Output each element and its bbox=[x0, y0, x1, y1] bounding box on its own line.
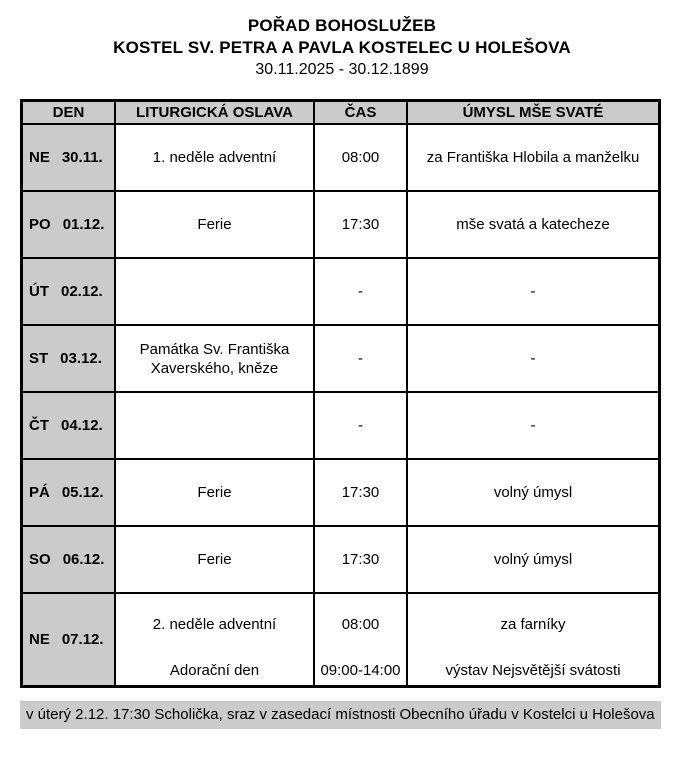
intention-cell: volný úmysl bbox=[493, 484, 573, 501]
time-cell: 17:30 bbox=[315, 527, 408, 592]
intention-cell: - bbox=[530, 283, 536, 300]
celebration-entry: 2. neděle adventní bbox=[152, 616, 277, 633]
day-date: 01.12. bbox=[62, 216, 105, 233]
day-date: 03.12. bbox=[60, 350, 102, 367]
celebration-cell: 1. neděle adventní bbox=[116, 125, 315, 190]
intention-entry: za farníky bbox=[500, 616, 566, 633]
table-header-row bbox=[23, 102, 658, 125]
intention-cell bbox=[408, 594, 658, 685]
table-row bbox=[23, 125, 658, 192]
time-cell: 08:00 bbox=[315, 125, 408, 190]
day-date: 02.12. bbox=[61, 283, 103, 300]
celebration-cell: Památka Sv. Františka Xaverského, kněze bbox=[116, 326, 315, 391]
intention-entry: výstav Nejsvětější svátosti bbox=[445, 662, 621, 679]
column-header-day: DEN bbox=[23, 102, 116, 123]
document-header bbox=[0, 0, 684, 80]
intention-cell: - bbox=[530, 350, 536, 367]
celebration-cell bbox=[116, 594, 315, 685]
time-entry: 08:00 bbox=[341, 616, 380, 633]
page-subtitle: KOSTEL SV. PETRA A PAVLA KOSTELEC U HOLEŠOVA bbox=[113, 38, 571, 57]
time-cell: 17:30 bbox=[315, 460, 408, 525]
day-abbr: PO bbox=[29, 216, 51, 233]
time-cell: - bbox=[315, 326, 408, 391]
date-range: 30.11.2025 - 30.12.1899 bbox=[255, 61, 429, 78]
day-abbr: NE bbox=[29, 149, 50, 166]
column-header-celebration: LITURGICKÁ OSLAVA bbox=[116, 102, 315, 123]
table-row bbox=[23, 326, 658, 393]
day-cell bbox=[23, 259, 116, 324]
time-entry: 09:00-14:00 bbox=[320, 662, 401, 679]
table-row bbox=[23, 594, 658, 685]
day-date: 07.12. bbox=[61, 631, 104, 648]
footer-note: v úterý 2.12. 17:30 Scholička, sraz v zasedací místnosti Obecního úřadu v Kostelci u Holešova bbox=[20, 701, 661, 729]
day-cell bbox=[23, 393, 116, 458]
day-cell bbox=[23, 192, 116, 257]
celebration-cell: Ferie bbox=[116, 460, 315, 525]
intention-cell: mše svatá a katecheze bbox=[456, 216, 610, 233]
day-date: 30.11. bbox=[61, 149, 103, 166]
column-header-intention: ÚMYSL MŠE SVATÉ bbox=[462, 104, 604, 121]
table-row bbox=[23, 259, 658, 326]
day-cell bbox=[23, 527, 116, 592]
intention-cell: za Františka Hlobila a manželku bbox=[426, 149, 640, 166]
table-row bbox=[23, 460, 658, 527]
day-cell bbox=[23, 460, 116, 525]
celebration-cell bbox=[116, 259, 315, 324]
day-date: 04.12. bbox=[61, 417, 103, 434]
day-date: 06.12. bbox=[62, 551, 105, 568]
time-cell bbox=[315, 594, 408, 685]
column-header-time: ČAS bbox=[315, 102, 408, 123]
day-abbr: NE bbox=[29, 631, 50, 648]
time-cell: - bbox=[315, 393, 408, 458]
day-abbr: ČT bbox=[29, 417, 49, 434]
day-abbr: SO bbox=[29, 551, 51, 568]
celebration-cell bbox=[116, 393, 315, 458]
page-title: POŘAD BOHOSLUŽEB bbox=[247, 16, 437, 35]
day-cell bbox=[23, 326, 116, 391]
time-cell: - bbox=[315, 259, 408, 324]
day-abbr: PÁ bbox=[29, 484, 50, 501]
schedule-table bbox=[20, 99, 661, 688]
day-date: 05.12. bbox=[61, 484, 104, 501]
intention-cell: volný úmysl bbox=[493, 551, 573, 568]
celebration-cell: Ferie bbox=[116, 192, 315, 257]
day-abbr: ST bbox=[29, 350, 49, 367]
table-row bbox=[23, 192, 658, 259]
intention-cell: - bbox=[530, 417, 536, 434]
celebration-cell: Ferie bbox=[116, 527, 315, 592]
day-abbr: ÚT bbox=[29, 283, 49, 300]
day-cell bbox=[23, 125, 116, 190]
day-cell bbox=[23, 594, 116, 685]
celebration-entry: Adorační den bbox=[169, 662, 260, 679]
table-row bbox=[23, 393, 658, 460]
table-row bbox=[23, 527, 658, 594]
time-cell: 17:30 bbox=[315, 192, 408, 257]
